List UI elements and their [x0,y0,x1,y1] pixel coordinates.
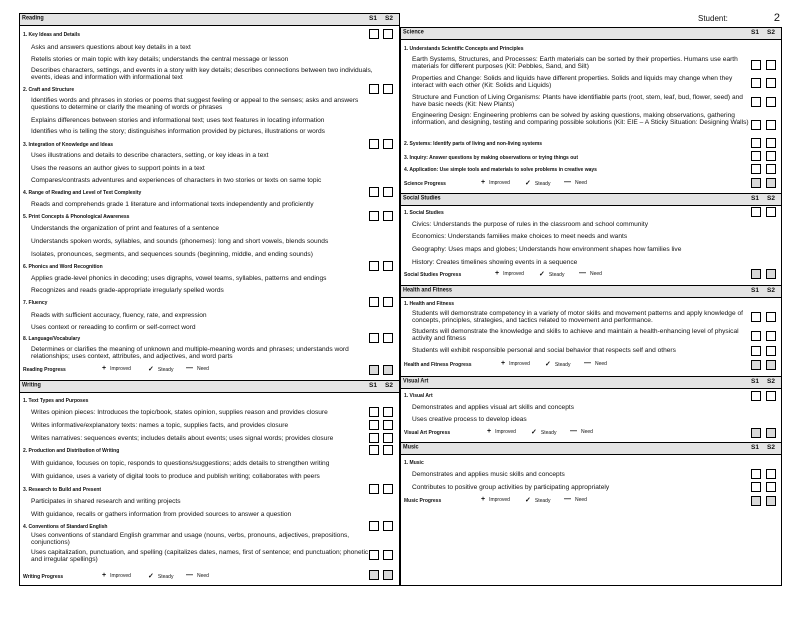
s1-checkbox[interactable] [751,469,761,479]
s2-progress-box[interactable] [383,570,393,580]
standard-item: Earth Systems, Structures, and Processes: Earth materials can be sorted by their properties. Humans use earth materials for different purposes (Kit: Pebbles, Sand, and Silt) [412,56,738,71]
key-need: — Need [584,360,607,367]
standard-item: Uses the reasons an author gives to support points in a text [31,165,205,172]
s1-checkbox[interactable] [369,407,379,417]
s2-checkbox[interactable] [383,187,393,197]
writing-title: Writing [22,382,41,389]
progress-label: Visual Art Progress [404,430,451,436]
key-need: — Need [564,496,587,503]
s1-progress-box[interactable] [751,178,761,188]
standard-heading: 4. Conventions of Standard English [23,524,108,530]
standard-item: Engineering Design: Engineering problems can be solved by asking questions, making observations, gathering information, and designing, testing and comparing possible solutions (Kit: EIE – A Sticky Situation: Designing Walls) [412,112,749,127]
standard-item: Determines or clarifies the meaning of unknown and multiple-meaning words and phrases; understands word relationships; uses context, attributes, and adjectives, and word parts [31,346,349,361]
s2-checkbox[interactable] [383,29,393,39]
standard-item: Asks and answers questions about key details in a text [31,44,191,51]
key-need: — Need [564,179,587,186]
s2-label: S2 [767,444,775,451]
s2-checkbox[interactable] [383,261,393,271]
student-header [400,13,782,27]
standard-item: Students will exhibit responsible personal and social behavior that respects self and others [412,347,676,354]
key-improved: + Improved [481,496,510,503]
key-steady: ✓ Steady [545,361,571,368]
s2-label: S2 [767,378,775,385]
standard-heading: 1. Key Ideas and Details [23,32,80,38]
standard-heading: 6. Phonics and Word Recognition [23,264,103,270]
s1-checkbox[interactable] [369,433,379,443]
standard-item: Reads and comprehends grade 1 literature and informational texts independently and proficiently [31,201,314,208]
standard-item: History: Creates timelines showing events in a sequence [412,259,578,266]
s2-checkbox[interactable] [766,97,776,107]
section-header [401,443,781,455]
standard-item: Describes characters, settings, and events in a story with key details; describes connections between two individuals, events, ideas and information with informational text [31,67,373,82]
s2-checkbox[interactable] [766,151,776,161]
s2-checkbox[interactable] [766,391,776,401]
s1-checkbox[interactable] [369,211,379,221]
standard-item: Students will demonstrate the knowledge and skills to achieve and maintain a health-enhancing level of physical activity and fitness [412,328,739,343]
s2-label: S2 [767,195,775,202]
section-header [401,286,781,298]
s2-checkbox[interactable] [383,484,393,494]
s2-checkbox[interactable] [766,331,776,341]
science-section [401,28,781,193]
s2-progress-box[interactable] [383,365,393,375]
s1-checkbox[interactable] [369,550,379,560]
s2-checkbox[interactable] [766,312,776,322]
student-label: Student: [698,14,728,23]
standard-item: With guidance, recalls or gathers information from provided sources to answer a question [31,511,292,518]
key-improved: + Improved [501,360,530,367]
standard-item: Economics: Understands families make choices to meet needs and wants [412,233,628,240]
s2-checkbox[interactable] [766,207,776,217]
standard-item: Understands the organization of print and features of a sentence [31,225,220,232]
progress-label: Writing Progress [23,574,64,580]
s2-checkbox[interactable] [383,297,393,307]
s1-checkbox[interactable] [369,187,379,197]
s2-checkbox[interactable] [766,120,776,130]
section-header [20,381,399,393]
standard-item: Properties and Change: Solids and liquids have different properties. Solids and liquids may change when they interact with each other (Kit: Solids and Liquids) [412,75,733,90]
s1-label: S1 [369,15,377,22]
standard-heading: 1. Text Types and Purposes [23,398,89,404]
standard-item: Understands spoken words, syllables, and sounds (phonemes): long and short vowels, blends sounds [31,238,329,245]
s1-label: S1 [369,382,377,389]
key-steady: ✓ Steady [525,180,551,187]
standard-item: Civics: Understands the purpose of rules in the classroom and school community [412,221,649,228]
s2-checkbox[interactable] [766,78,776,88]
s2-label: S2 [385,15,393,22]
s1-checkbox[interactable] [369,420,379,430]
progress-label: Reading Progress [23,367,66,373]
s1-checkbox[interactable] [751,312,761,322]
s1-progress-box[interactable] [751,496,761,506]
standard-heading: 2. Craft and Structure [23,87,75,93]
standard-item: Identifies who is telling the story; distinguishes information provided by pictures, illustrations or words [31,128,325,135]
s1-checkbox[interactable] [369,445,379,455]
key-improved: + Improved [495,270,524,277]
standard-item: Compares/contrasts adventures and experiences of characters in two stories or texts on same topic [31,177,322,184]
key-steady: ✓ Steady [539,271,565,278]
standard-heading: 3. Integration of Knowledge and Ideas [23,142,114,148]
s1-checkbox[interactable] [751,331,761,341]
standard-item: Students will demonstrate competency in a variety of motor skills and movement patterns and apply knowledge of concepts, principles, strategies, and tactics related to movement and performance. [412,310,743,325]
section-header [401,194,781,206]
left-column [19,13,400,586]
section-header [401,377,781,389]
standard-item: Structure and Function of Living Organisms: Plants have identifiable parts (root, stem, leaf, bud, flower, seed) and have basic needs (Kit: New Plants) [412,94,743,109]
progress-label: Social Studies Progress [404,272,462,278]
key-improved: + Improved [487,428,516,435]
visual-art-title: Visual Art [403,378,429,385]
progress-label: Science Progress [404,181,446,187]
standard-item: Geography: Uses maps and globes; Understands how environment shapes how families live [412,246,682,253]
standard-item: Writes opinion pieces: Introduces the topic/book, states opinion, supplies reason and provides closure [31,409,328,416]
s2-checkbox[interactable] [766,60,776,70]
s2-checkbox[interactable] [383,433,393,443]
s1-checkbox[interactable] [369,139,379,149]
standard-item: Demonstrates and applies music skills and concepts [412,471,565,478]
reading-section [20,14,399,380]
standard-heading: 7. Fluency [23,300,48,306]
s1-checkbox[interactable] [751,151,761,161]
key-improved: + Improved [102,572,131,579]
s1-checkbox[interactable] [751,482,761,492]
social-studies-title: Social Studies [403,195,441,202]
section-header [401,28,781,40]
s1-progress-box[interactable] [369,365,379,375]
s2-checkbox[interactable] [383,550,393,560]
standard-item: Retells stories or main topic with key details; understands the central message or lesson [31,56,289,63]
s2-checkbox[interactable] [766,482,776,492]
standard-item: Identifies words and phrases in stories or poems that suggest feeling or appeal to the senses; asks and answers questions to determine or clarify the meaning of words or phrases [31,97,359,112]
key-improved: + Improved [102,365,131,372]
s1-label: S1 [751,444,759,451]
s1-checkbox[interactable] [751,207,761,217]
s2-checkbox[interactable] [766,164,776,174]
s2-checkbox[interactable] [383,521,393,531]
s1-label: S1 [751,287,759,294]
s1-checkbox[interactable] [751,97,761,107]
standard-item: Contributes to positive group activities by participating appropriately [412,484,610,491]
key-steady: ✓ Steady [531,429,557,436]
standard-heading: 4. Application: Use simple tools and materials to solve problems in creative ways [404,167,597,173]
standard-heading: 1. Social Studies [404,210,444,216]
key-steady: ✓ Steady [148,573,174,580]
student-number: 2 [773,12,780,24]
key-improved: + Improved [481,179,510,186]
s1-progress-box[interactable] [751,269,761,279]
s2-checkbox[interactable] [383,407,393,417]
progress-label: Health and Fitness Progress [404,362,472,368]
s2-checkbox[interactable] [383,139,393,149]
s2-progress-box[interactable] [766,269,776,279]
s1-progress-box[interactable] [751,360,761,370]
health-title: Health and Fitness [403,287,452,294]
s2-label: S2 [385,382,393,389]
key-need: — Need [570,428,593,435]
standard-item: Writes narratives: sequences events; includes details about events; uses signal words; provides closure [31,435,334,442]
s1-label: S1 [751,378,759,385]
standard-item: Uses creative process to develop ideas [412,416,527,423]
s1-label: S1 [751,29,759,36]
s2-checkbox[interactable] [766,138,776,148]
standard-item: Participates in shared research and writing projects [31,498,181,505]
key-need: — Need [579,270,602,277]
visual-art-section [401,376,781,442]
s1-checkbox[interactable] [369,484,379,494]
s1-checkbox[interactable] [751,120,761,130]
s2-checkbox[interactable] [383,211,393,221]
standard-item: Demonstrates and applies visual art skills and concepts [412,404,574,411]
standard-heading: 8. Language/Vocabulary [23,336,81,342]
standard-heading: 1. Visual Art [404,393,433,399]
standard-heading: 2. Systems: Identify parts of living and non-living systems [404,141,543,147]
progress-label: Music Progress [404,498,442,504]
key-steady: ✓ Steady [148,366,174,373]
s1-checkbox[interactable] [369,521,379,531]
standard-heading: 3. Research to Build and Present [23,487,102,493]
music-title: Music [403,444,419,451]
standard-heading: 1. Music [404,460,424,466]
standard-item: With guidance, uses a variety of digital tools to produce and publish writing; collaborates with peers [31,473,320,480]
section-header [20,14,399,26]
standard-heading: 1. Health and Fitness [404,301,455,307]
s2-checkbox[interactable] [766,346,776,356]
standard-heading: 1. Understands Scientific Concepts and Principles [404,46,524,52]
s1-checkbox[interactable] [369,333,379,343]
standard-heading: 2. Production and Distribution of Writing [23,448,120,454]
s2-checkbox[interactable] [383,420,393,430]
s1-checkbox[interactable] [751,78,761,88]
standard-item: Explains differences between stories and informational text; uses text features in locating information [31,117,325,124]
music-section [401,442,781,587]
s1-checkbox[interactable] [369,261,379,271]
standard-item: With guidance, focuses on topic, responds to questions/suggestions; adds details to strengthen writing [31,460,330,467]
standard-item: Recognizes and reads grade-appropriate irregularly spelled words [31,287,224,294]
s2-progress-box[interactable] [766,178,776,188]
standard-item: Uses capitalization, punctuation, and spelling (capitalizes dates, names, first of sentence; end punctuation; phonetic and irregular spellings) [31,549,369,564]
standard-item: Isolates, pronounces, segments, and sequences sounds (beginning, middle, and ending sounds) [31,251,313,258]
s1-progress-box[interactable] [751,428,761,438]
standard-item: Reads with sufficient accuracy, fluency, rate, and expression [31,312,207,319]
s1-label: S1 [751,195,759,202]
s2-checkbox[interactable] [383,333,393,343]
standard-heading: 5. Print Concepts & Phonological Awareness [23,214,130,220]
s1-checkbox[interactable] [751,60,761,70]
key-steady: ✓ Steady [525,497,551,504]
standard-heading: 4. Range of Reading and Level of Text Complexity [23,190,142,196]
social-studies-section [401,193,781,285]
s1-checkbox[interactable] [751,164,761,174]
s2-progress-box[interactable] [766,428,776,438]
science-title: Science [403,29,424,36]
reading-title: Reading [22,15,44,22]
s2-label: S2 [767,29,775,36]
standard-item: Applies grade-level phonics in decoding; uses digraphs, vowel teams, syllables, patterns and endings [31,275,327,282]
s1-checkbox[interactable] [369,29,379,39]
s2-checkbox[interactable] [383,84,393,94]
s1-checkbox[interactable] [751,138,761,148]
standard-heading: 3. Inquiry: Answer questions by making observations or trying things out [404,155,579,161]
standard-item: Uses illustrations and details to describe characters, setting, or key ideas in a text [31,152,269,159]
writing-section [20,380,399,587]
key-need: — Need [186,572,209,579]
key-need: — Need [186,365,209,372]
right-column [400,27,782,586]
standard-item: Uses conventions of standard English grammar and usage (nouns, verbs, pronouns, adjectives, prepositions, conjunctions) [31,532,350,547]
health-section [401,285,781,376]
s2-progress-box[interactable] [766,360,776,370]
s2-progress-box[interactable] [766,496,776,506]
s1-checkbox[interactable] [369,84,379,94]
s1-checkbox[interactable] [751,391,761,401]
s2-checkbox[interactable] [766,469,776,479]
s1-checkbox[interactable] [369,297,379,307]
standard-item: Uses context or rereading to confirm or self-correct word [31,324,196,331]
standard-item: Writes informative/explanatory texts: names a topic, supplies facts, and provides closure [31,422,289,429]
s1-progress-box[interactable] [369,570,379,580]
s1-checkbox[interactable] [751,346,761,356]
s2-label: S2 [767,287,775,294]
s2-checkbox[interactable] [383,445,393,455]
